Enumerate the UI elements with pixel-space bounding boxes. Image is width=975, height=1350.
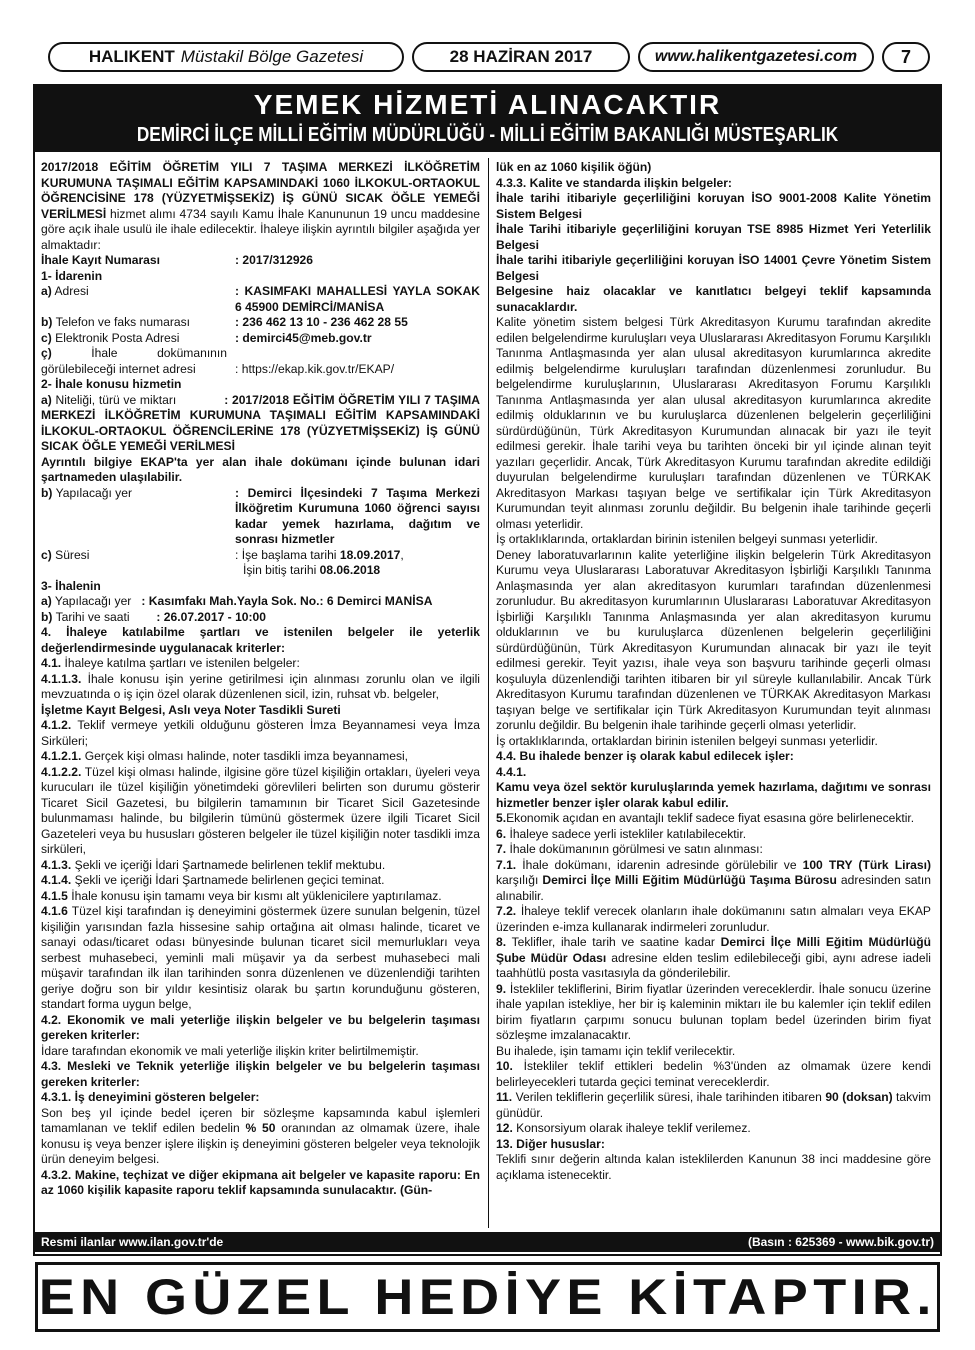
p-4-1-2-2-text: Tüzel kişi olması halinde, ilgisine göre tüzel kişiliğin ortakları, üyeleri veya kurucuları ile tüzel kişiliğin yönetimdeki görevlileri belirten son durumu gösterir Ticaret Sicil Gazetesi, bu bilgilerin tamamının bir Ticaret Sicil Gazetesinde bulunmaması halinde, bu bilgilerin tümünü göstermek üzere ilgili Ticaret Sicil Gazeteleri veya bu hususları gösteren belgeler ile tüzel kişiliğin noter tasdikli imza sirküleri, [41,764,480,856]
kayit-label: İhale Kayıt Numarası [41,253,160,267]
p-11-days: 90 (doksan) [825,1090,893,1104]
sure-start-label: : İşe başlama tarihi [235,547,340,562]
intro-paragraph [41,160,480,253]
kalite-paragraph: Kalite yönetim sistem belgesi Türk Akreditasyon Kurumu tarafından akredite edilen belgelendirme kuruluşları veya Uluslararası Akreditasyon Forumu Karşılıklı Tanınma Antlaşmasında yer alan ulusal akreditasyon kurumlarınca akredite edilmiş belgelendirme kuruluşları tarafından düzenlenmesi zorunludur. Bu belgelendirme kuruluşlarının, Uluslararası Akreditasyon Forumu Karşılıklı Tanınma Antlaşmasında yer alan ulusal akreditasyon kurumlarınca akredite edilmiş olduklarının ve bu kuruluşlarca düzenlenen belgelerin geçerliliğini sürdürdüğünün, Türk Akreditasyon Kurumundan alınacak bir yazı ile teyit edilmesi gerekir. İhale tarihi veya bu tarihten önceki bir yıl içinde alınan teyit yazıları geçerlidir. Ancak, Türk Akreditasyon Kurumu tarafından akredite edildiği duyurulan belgelendirme kuruluşları tarafından düzenlenen ve TÜRKAK Akreditasyon Markası taşıyan belge ve sertifikalar için Türk Akreditasyon Kurumundan teyit alınması zorunlu değildir. Bu belgenin ihale tarihinde geçerli olması yeterlidir. [496,315,931,531]
p-7-1-text-b: karşılığı [496,873,543,887]
yer-value: : Demirci İlçesindeki 7 Taşıma Merkezi İlköğretim Kurumuna 1060 öğrenci sayısı kadar yemek hazırlama, dağıtım ve sonrası hizmetler [235,485,480,546]
p-4-3-1-percent: % 50 [245,1121,276,1135]
sure-row [41,548,480,579]
notice-title: YEMEK HİZMETİ ALINACAKTIR [253,89,722,120]
p-4-1-6-text: Tüzel kişi tarafından iş deneyimini göstermek üzere sunulan belgenin, tüzel kişiliğin yarısından fazla hissesine sahip ortağına ait olması halinde, ticaret ve sanayi odası/ticaret odası bünyesinde bulunan ticaret sicil memurlukları veya serbest muhasebeci, yeminli mali müşavir ya da serbest muhasebeci mali müşavir tarafından ilk ilan tarihinden sonra düzenlenen ve düzenlendiği tarihten geriye doğru son bir yıldır kesintisiz olarak bu şartın korunduğunu gösteren, standart forma uygun belge, [41,904,480,1011]
intro-bold: 2017/2018 EĞİTİM ÖĞRETİM YILI 7 TAŞIMA MERKEZİ İLKÖĞRETİM KURUMUNA TAŞIMALI EĞİTİM KAPSAMINDAKİ 1060 İLKOKUL-ORTAOKUL ÖĞRENCİSİNE 178 (YÜZYETMİŞSEKİZ) İŞ GÜNÜ SICAK ÖĞLE YEMEĞİ VERİLMESİ [41,160,480,221]
p-4-3-2: 4.3.2. Makine, teçhizat ve diğer ekipmana ait belgeler ve kapasite raporu: En az 1060 kişilik kapasite raporu teklif kapsamında sunulacaktır. (Gün- [41,1167,480,1197]
p-4-1 [41,656,480,672]
p-4-1-1-3-bold: İşletme Kayıt Belgesi, Aslı veya Noter Tasdikli Sureti [41,702,341,717]
p-4-1-4-text: Şekli ve içeriği İdari Şartnamede belirlenen geçici teminat. [71,873,385,887]
section-4-heading: 4. İhaleye katılabilme şartları ve istenilen belgeler ile yeterlik değerlendirmesinde uygulanacak kriterler: [41,625,480,655]
p-7-num: 7. [496,842,507,856]
p-7-1-num: 7.1. [496,857,517,872]
p-4-1-1-3-num: 4.1.1.3. [41,671,82,686]
adres-label: Adresi [51,284,89,298]
p-4-1-6-num: 4.1.6 [41,904,68,918]
p-4-1-2-num: 4.1.2. [41,718,72,732]
footer-bar [35,1232,940,1252]
p-10 [496,1059,931,1090]
website-link[interactable]: www.halikentgazetesi.com [638,42,874,72]
section-3-heading: 3- İhalenin [41,578,101,593]
p-4-1-3 [41,858,480,874]
p-12-num: 12. [496,1121,513,1135]
dok-label: İhale dokümanının görülebileceği internet adresi [41,346,227,376]
p-4-3-1-text-b: oranından az olmamak üzere, ihale konusu iş veya benzer işlere ilişkin iş deneyimini gösteren belgeler veya teknolojik ürün deneyim belgesi. [41,1121,480,1166]
notice-subtitle: DEMİRCİ İLÇE MİLLİ EĞİTİM MÜDÜRLÜĞÜ - MİLLİ EĞİTİM BAKANLIĞI MÜSTEŞARLIK [136,124,839,146]
p-6-text: İhaleye sadece yerli istekliler katılabilecektir. [506,826,747,841]
sure-key: c) [41,547,52,562]
p-4-1-2-1-text: Gerçek kişi olması halinde, noter tasdikli imza beyannamesi, [81,749,409,763]
p-6-num: 6. [496,826,507,841]
p-4-1-1-3-text: İhale konusu işin yerine getirilmesi için alınması zorunlu olan ve ilgili mevzuatında o iş için özel olarak düzenlenen sicil, izin, ruhsat vb. belgeler, [41,671,480,701]
s3b-key: b) [41,609,53,624]
adres-value: : KASIMFAKI MAHALLESİ YAYLA SOKAK 6 45900 DEMİRCİ/MANİSA [235,284,480,314]
p-7-2-num: 7.2. [496,904,517,918]
footer-basin-ref[interactable]: (Basın : 625369 - www.bik.gov.tr) [747,1235,934,1249]
p-8 [496,935,931,982]
p-9-text: İstekliler tekliflerini, Birim fiyatlar üzerinden vereceklerdir. İhale sonucu üzerine ihale yapılan istekliye, her bir iş kaleminin miktarı ile bu kalemler için teklif edilen birim fiyatların çarpımı sonucu bulunan toplam bedel üzerinden birim fiyat sözleşme imzalanacaktır. [496,981,931,1042]
p-7-text: İhale dokümanının görülmesi ve satın alınması: [506,842,763,856]
iso-9001: İhale tarihi itibariyle geçerliliğini koruyan İSO 9001-2008 Kalite Yönetim Sistem Belgesi [496,191,931,221]
p-4-1-2-1-num: 4.1.2.1. [41,749,82,763]
p-7-2-text: İhaleye teklif verecek olanların ihale dokümanını satın almaları veya EKAP üzerinden e-imza kullanarak indirmeleri zorunludur. [496,904,931,934]
p-4-1-2-2-num: 4.1.2.2. [41,764,82,779]
column-divider [488,158,489,1228]
tel-value: : 236 462 13 10 - 236 462 28 55 [235,315,408,329]
p-4-1-6 [41,904,480,1013]
adres-row [41,284,480,315]
nitelik-row [41,393,480,455]
left-column [41,160,480,1199]
p-4-4-1-num: 4.4.1. [496,764,527,779]
p-4-1-4 [41,873,480,889]
newspaper-name-italic: Müstakil Bölge Gazetesi [180,47,364,66]
ortaklik-note-2: İş ortaklıklarında, ortaklardan birinin istenilen belgeyi sunması yeterlidir. [496,733,878,748]
dok-value[interactable]: : https://ekap.kik.gov.tr/EKAP/ [235,361,395,376]
p-4-1-text: İhaleye katılma şartları ve istenilen belgeler: [61,656,300,670]
p-4-4-heading: 4.4. Bu ihalede benzer iş olarak kabul edilecek işler: [496,749,794,763]
p-4-1-2-2 [41,765,480,858]
p-11-text-a: Verilen tekliflerin geçerlilik süresi, ihale tarihinden itibaren [512,1090,826,1104]
eposta-label: Elektronik Posta Adresi [51,330,180,345]
p-9-extra: Bu ihalede, işin tamamı için teklif verilecektir. [496,1043,736,1058]
p-7-1-price: 100 TRY (Türk Lirası) [802,857,931,872]
iso-14001: İhale tarihi itibariyle geçerliliğini koruyan İSO 14001 Çevre Yönetim Sistem Belgesi [496,253,931,283]
sure-value [235,548,480,579]
notice-banner [35,86,940,152]
tel-key: b) [41,315,53,329]
p-10-text: İstekliler teklif ettikleri bedelin %3'ünden az olmamak üzere kendi belirleyecekleri tutarda geçici teminat vereceklerdir. [496,1059,931,1089]
p-8-text-a: Teklifler, ihale tarih ve saatine kadar [506,935,721,949]
tse-8985: İhale Tarihi itibariyle geçerliliğini koruyan TSE 8985 Hizmet Yeri Yeterlilik Belgesi [496,222,931,252]
eposta-key: c) [41,330,52,345]
slogan-text: EN GÜZEL HEDİYE KİTAPTIR. [38,1269,937,1325]
p-8-office: Demirci İlçe Milli Eğitim Müdürlüğü Şube Müdür Odası [496,935,931,965]
tel-row [41,315,480,331]
footer-ilan-link[interactable]: Resmi ilanlar www.ilan.gov.tr'de [41,1235,224,1249]
yer-label: Yapılacağı yer [52,485,132,500]
dokuman-row [41,346,480,377]
s3a-value: : Kasımfakı Mah.Yayla Sok. No.: 6 Demirci MANİSA [141,594,433,608]
p-11 [496,1090,931,1121]
tel-label: Telefon ve faks numarası [52,315,191,329]
section-2-heading: 2- İhale konusu hizmetin [41,377,182,391]
s3a-label: Yapılacağı yer [51,594,132,608]
p-7-1-text-a: İhale dokümanı, idarenin adresinde görülebilir ve [516,857,803,872]
dok-key: ç) [41,346,52,360]
p-4-1-2-text: Teklif vermeye yetkili olduğunu gösteren İmza Beyannamesi veya İmza Sirküleri; [41,718,480,748]
p-5-text: Ekonomik açıdan en avantajlı teklif sadece fiyat esasına göre belirlenecektir. [506,811,915,825]
right-column [496,160,931,1183]
sure-end-label: İşin bitiş tarihi [243,563,320,577]
nitelik-label: Niteliği, türü ve miktarı [51,392,177,407]
intro-text: hizmet alımı 4734 sayılı Kamu İhale Kanununun 19 uncu maddesine göre açık ihale usulü ile ihale edilecektir. İhaleye ilişkin ayrıntılı bilgiler aşağıda yer almaktadır: [41,206,480,252]
deney-paragraph: Deney laboratuvarlarının kalite yeterliğine ilişkin belgelerin Türk Akreditasyon Kurumu veya Uluslararası Laboratuvar Akreditasyon İşbirliği Karşılıklı Tanınma Anlaşmasında yer alan akreditasyon kurumları tarafından düzenlenmesi zorunludur. Bu akreditasyon kurumlarının Uluslararası Laboratuvar Akreditasyon İşbirliği Karşılıklı Tanınma Anlaşmasında yer alan akreditasyon kurumu olduklarının ve bu kuruluşlarca düzenlenen belgelerin geçerliliğini sürdürdüğünün, Türk Akreditasyon Kurumundan alınacak bir yazı ile teyit edilmesi gerekir. Teyit yazısı, ihale veya son başvuru tarihinde geçerli olması koşuluyla düzenlendiği tarihten itibaren bir yıl süreyle kullanılabilir. Ancak Türk Akreditasyon Kurumu tarafından düzenlenen ve TÜRKAK Akreditasyon Markası taşıyan belge ve sertifikalar için Türk Akreditasyon Kurumundan teyit alınması zorunlu değildir. Bu belgenin ihale tarihinde geçerli olması yeterlidir. [496,547,931,732]
p-10-num: 10. [496,1059,513,1073]
p-7-1-text-c: adresinden satın alınabilir. [496,873,931,903]
nitelik-value: : 2017/2018 EĞİTİM ÖĞRETİM YILI 7 TAŞIMA MERKEZİ İLKÖĞRETİM KURUMUNA TAŞIMALI EĞİTİM KAPSAMINDAKİ İLKOKUL-ORTAOKUL ÖĞRENCİLERİNE 178 (YÜZYETMİŞSEKİZ) İŞ GÜNÜ SICAK ÖĞLE YEMEĞİ VERİLMESİ [41,392,480,453]
slogan-box [35,1262,940,1332]
p-7-2 [496,904,931,935]
sure-end-date: 08.06.2018 [319,563,381,577]
p-4-1-5-text: İhale konusu işin tamamı veya bir kısmı alt yüklenicilere yaptırılamaz. [67,888,442,903]
kayit-row [41,253,480,269]
belgesine-note: Belgesine haiz olacaklar ve kanıtlatıcı belgeyi teklif kapsamında sunacaklardır. [496,284,931,314]
p-4-3-3-heading: 4.3.3. Kalite ve standarda ilişkin belgeler: [496,175,732,190]
p-4-1-1-3 [41,672,480,719]
s3b-value: : 26.07.2017 - 10:00 [156,609,266,624]
p-12-text: Konsorsiyum olarak ihaleye teklif verilemez. [512,1121,751,1135]
p-8-text-b: adresine elden teslim edilebileceği gibi, aynı adrese iadeli taahhütlü posta vasıtasıyla da gönderilebilir. [496,950,931,980]
p-4-2-text: İdare tarafından ekonomik ve mali yeterliğe ilişkin kriter belirtilmemiştir. [41,1043,419,1058]
s3a-key: a) [41,594,52,608]
p-12 [496,1121,931,1137]
kayit-value: : 2017/312926 [235,253,314,267]
newspaper-name-bold: HALIKENT [88,47,175,66]
p-4-3-heading: 4.3. Mesleki ve Teknik yeterliğe ilişkin belgeler ve bu belgelerin taşıması gereken kriterler: [41,1059,480,1089]
ihale-yer-row [41,594,480,610]
sure-label: Süresi [51,547,90,562]
s3b-label: Tarihi ve saati [52,609,130,624]
yer-key: b) [41,485,53,500]
p-9-num: 9. [496,981,507,996]
p-8-num: 8. [496,935,507,949]
p-5-num: 5. [496,811,507,825]
p-4-3-1-heading: 4.3.1. İş deneyimini gösteren belgeler: [41,1090,260,1104]
p-4-3-1-text [41,1106,480,1168]
p-13-text: Teklifi sınır değerin altında kalan isteklilerden Kanunun 38 inci maddesine göre açıklama istenecektir. [496,1152,931,1182]
p-5 [496,811,931,827]
p-4-2-heading: 4.2. Ekonomik ve mali yeterliğe ilişkin belgeler ve bu belgelerin taşıması gereken kriterler: [41,1012,480,1042]
p-7-1-office: Demirci İlçe Milli Eğitim Müdürlüğü Taşıma Bürosu [542,873,837,887]
issue-date: 28 HAZİRAN 2017 [412,42,630,72]
p-4-1-2-1 [41,749,480,765]
eposta-value[interactable]: : demirci45@meb.gov.tr [235,330,372,345]
p-11-text-b: takvim günüdür. [496,1090,931,1120]
section-1-heading: 1- İdarenin [41,268,103,283]
yer-row [41,486,480,548]
p-13-heading: 13. Diğer hususlar: [496,1136,605,1151]
adres-key: a) [41,284,52,298]
p-4-1-5 [41,889,480,905]
ihale-tarih-row [41,610,480,626]
continuation: lük en az 1060 kişilik öğün) [496,160,652,174]
ayrinti-note: Ayrıntılı bilgiye EKAP'ta yer alan ihale dokümanı içinde bulunan idari şartnameden ulaşılabilir. [41,454,480,484]
p-7 [496,842,931,858]
p-6 [496,827,931,843]
p-4-1-5-num: 4.1.5 [41,888,68,903]
sure-start-date: 18.09.2017 [339,547,401,562]
p-4-3-1-text-a: Son beş yıl içinde bedel içeren bir sözleşme kapsamında kabul işlemleri tamamlanan ve teklif edilen bedelin [41,1105,480,1135]
p-11-num: 11. [496,1090,513,1104]
ortaklik-note-1: İş ortaklıklarında, ortaklardan birinin istenilen belgeyi sunması yeterlidir. [496,532,878,546]
p-9 [496,982,931,1044]
sure-comma: , [400,547,404,562]
newspaper-name [48,42,404,72]
eposta-row [41,331,480,347]
page-number: 7 [882,42,930,72]
p-7-1 [496,858,931,905]
p-4-1-2 [41,718,480,749]
p-4-4-1-text: Kamu veya özel sektör kuruluşlarında yemek hazırlama, dağıtımı ve sonrası hizmetler benzer işler olarak kabul edilir. [496,780,931,810]
p-4-1-num: 4.1. [41,656,62,670]
p-4-1-3-text: Şekli ve içeriği İdari Şartnamede belirlenen teklif mektubu. [71,857,386,872]
nitelik-key: a) [41,392,52,407]
p-4-1-4-num: 4.1.4. [41,873,72,887]
p-4-1-3-num: 4.1.3. [41,857,72,872]
